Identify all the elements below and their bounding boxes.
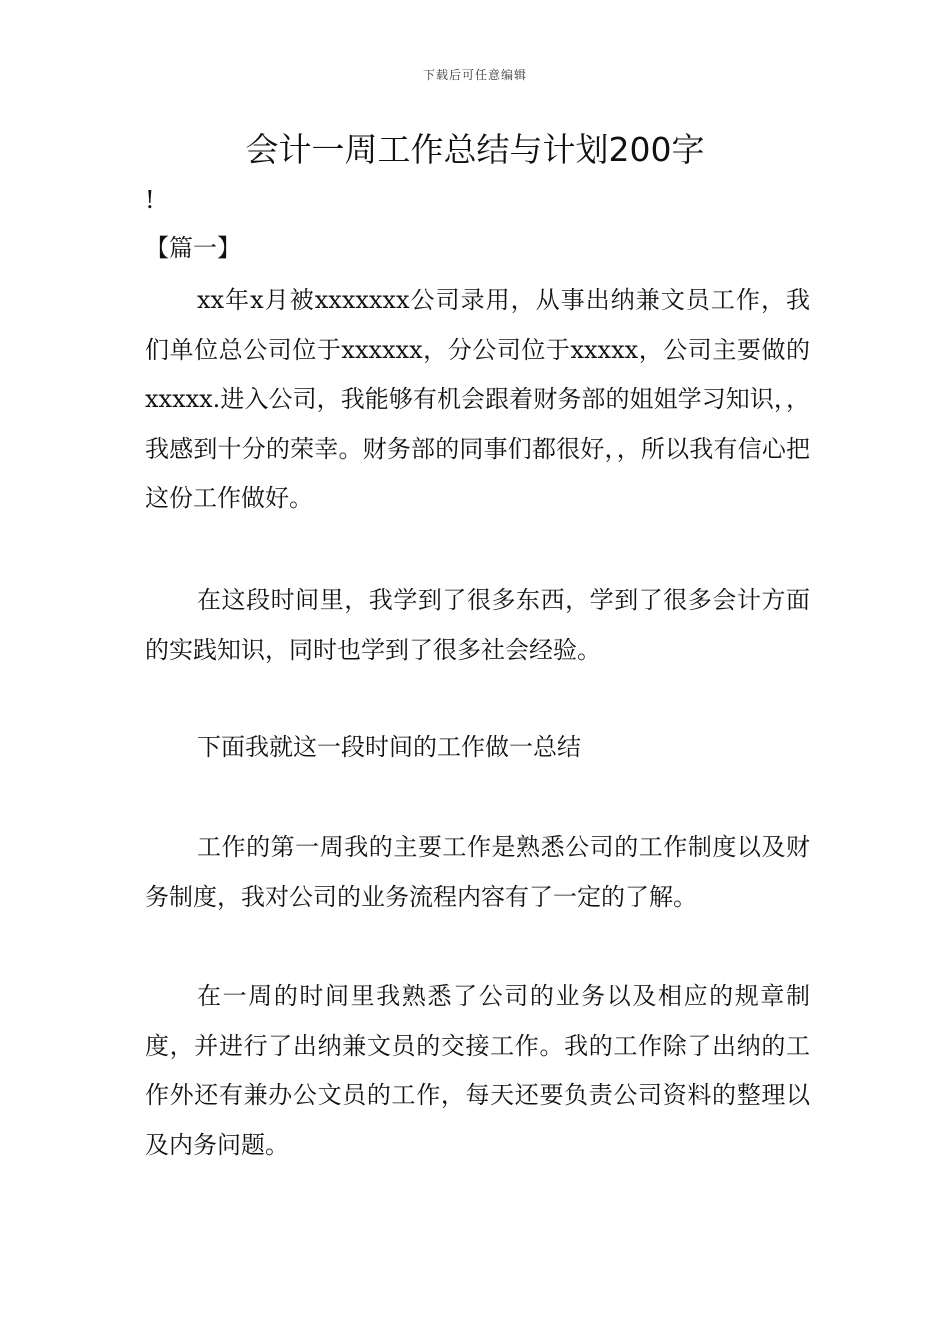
paragraph-summary-lead: 下面我就这一段时间的工作做一总结 <box>197 733 581 761</box>
paragraph-handover: 在一周的时间里我熟悉了公司的业务以及相应的规章制度，并进行了出纳兼文员的交接工作。我的工作除了出纳的工作外还有兼办公文员的工作，每天还要负责公司资料的整理以及内务问题。 <box>145 982 810 1159</box>
header-note: 下载后可任意编辑 <box>422 68 527 82</box>
paragraph-intro: xx年x月被xxxxxxx公司录用，从事出纳兼文员工作，我们单位总公司位于xxxxxx，分公司位于xxxxx，公司主要做的xxxxx.进入公司，我能够有机会跟着财务部的姐姐学习知识，，我感到十分的荣幸。财务部的同事们都很好，，所以我有信心把这份工作做好。 <box>145 286 810 512</box>
paragraph-first-week: 工作的第一周我的主要工作是熟悉公司的工作制度以及财务制度，我对公司的业务流程内容有了一定的了解。 <box>145 833 810 911</box>
paragraph-learning: 在这段时间里，我学到了很多东西，学到了很多会计方面的实践知识，同时也学到了很多社会经验。 <box>145 586 810 664</box>
document-title: 会计一周工作总结与计划200字 <box>245 130 705 169</box>
exclamation-mark: ! <box>145 186 155 214</box>
section-heading: 【篇一】 <box>145 234 241 262</box>
